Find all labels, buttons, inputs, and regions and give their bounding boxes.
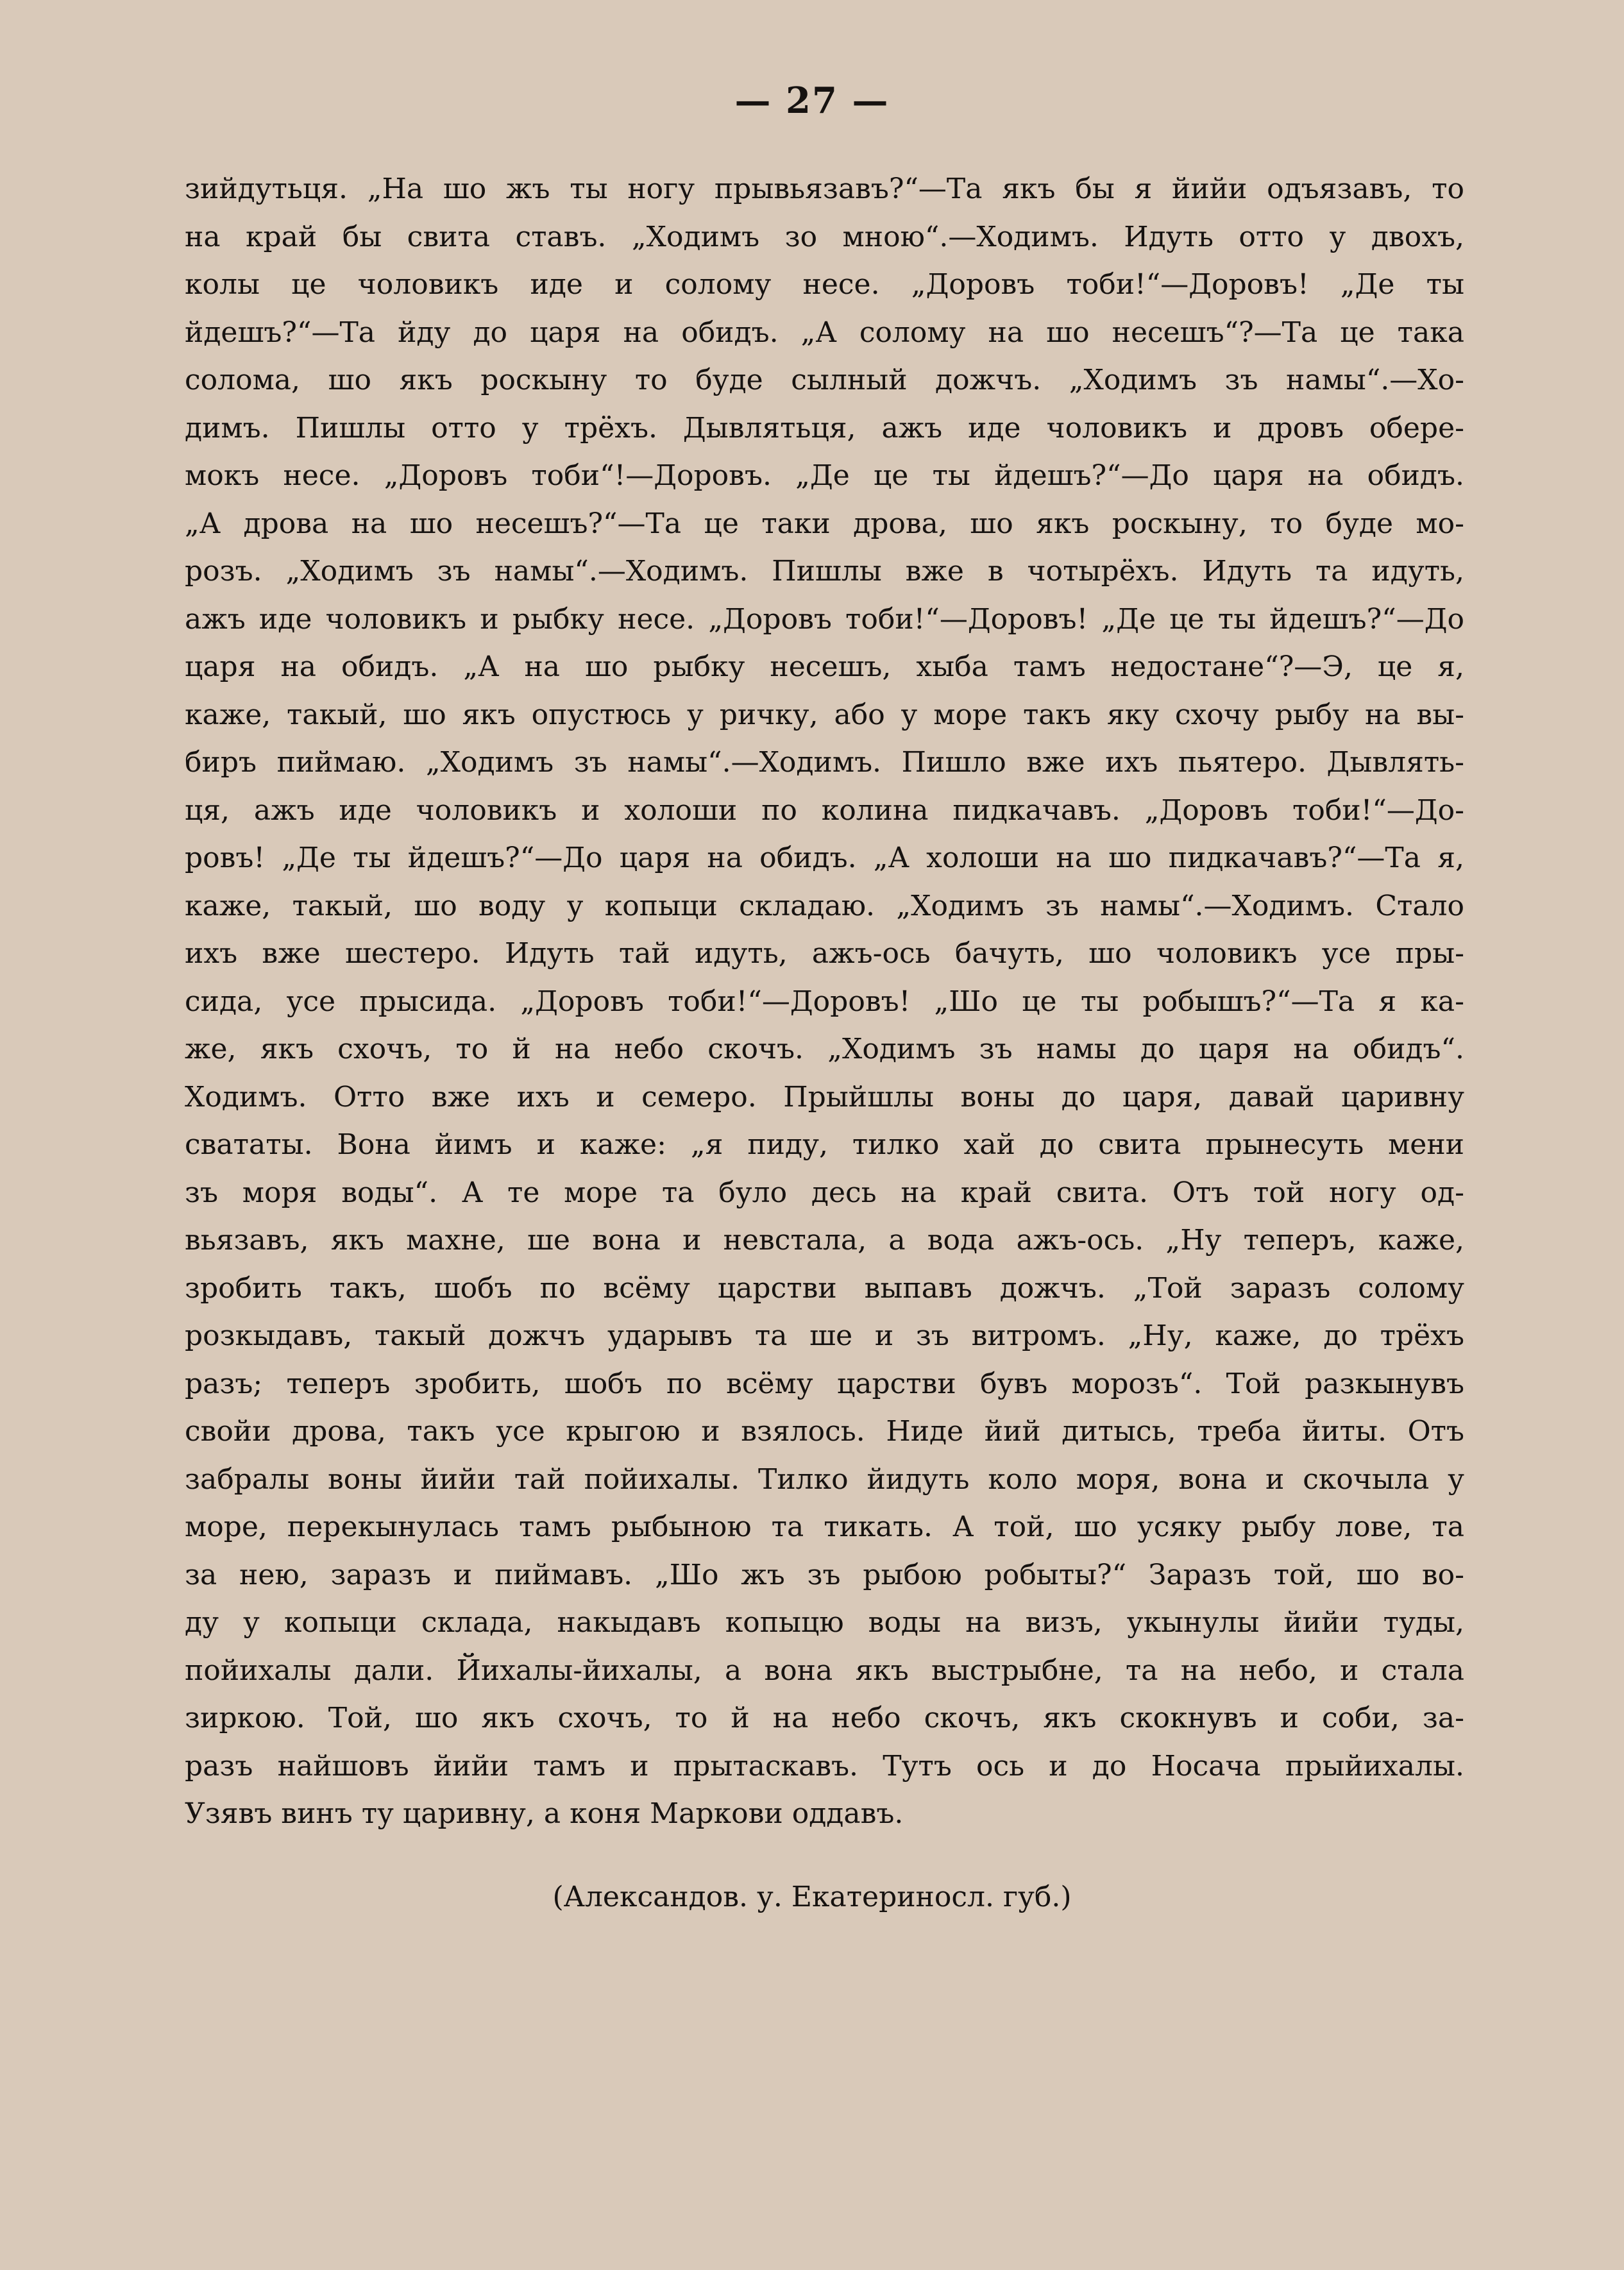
text-line: разъ; теперъ зробить, шобъ по всёму царстви бувъ морозъ“. Той разкынувъ [185,1367,1464,1400]
text-line: „А дрова на шо несешъ?“—Та це таки дрова, шо якъ роскыну, то буде мо- [185,507,1464,540]
text-line: колы це чоловикъ иде и солому несе. „Доровъ тоби!“—Доровъ! „Де ты [185,268,1464,301]
text-line: биръ пиймаю. „Ходимъ зъ намы“.—Ходимъ. Пишло вже ихъ пьятеро. Дывлять- [185,746,1464,779]
text-line: свойи дрова, такъ усе крыгою и взялось. Ниде йий дитысь, треба йиты. Отъ [185,1415,1464,1448]
text-line: Ходимъ. Отто вже ихъ и семеро. Прыйшлы воны до царя, давай царивну [185,1080,1464,1114]
text-line: пойихалы дали. Йихалы-йихалы, а вона якъ выстрыбне, та на небо, и стала [185,1654,1464,1687]
text-line: ду у копыци склада, накыдавъ копыцю воды на визъ, укынулы йийи туды, [185,1606,1464,1639]
text-line: димъ. Пишлы отто у трёхъ. Дывлятьця, ажъ иде чоловикъ и дровъ обере- [185,411,1464,445]
story-text [185,165,1464,1838]
text-line: Узявъ винъ ту царивну, а коня Маркови оддавъ. [185,1797,904,1830]
text-line: ровъ! „Де ты йдешъ?“—До царя на обидъ. „А холоши на шо пидкачавъ?“—Та я, [185,842,1464,874]
text-line: розкыдавъ, такый дожчъ ударывъ та ше и зъ витромъ. „Ну, каже, до трёхъ [185,1319,1464,1352]
text-line: зъ моря воды“. А те море та було десь на край свита. Отъ той ногу од- [185,1176,1464,1209]
text-line: розъ. „Ходимъ зъ намы“.—Ходимъ. Пишлы вже в чотырёхъ. Идуть та идуть, [185,555,1464,588]
text-line: на край бы свита ставъ. „Ходимъ зо мною“.—Ходимъ. Идуть отто у двохъ, [185,220,1464,253]
text-line: ажъ иде чоловикъ и рыбку несе. „Доровъ тоби!“—Доровъ! „Де це ты йдешъ?“—До [185,602,1464,636]
text-line: сида, усе прысида. „Доровъ тоби!“—Доровъ! „Шо це ты робышъ?“—Та я ка- [185,985,1464,1018]
text-line: море, перекынулась тамъ рыбыною та тикать. А той, шо усяку рыбу лове, та [185,1511,1464,1543]
text-line: каже, такый, шо воду у копыци складаю. „Ходимъ зъ намы“.—Ходимъ. Стало [185,889,1464,922]
text-line: зробить такъ, шобъ по всёму царстви выпавъ дожчъ. „Той заразъ солому [185,1271,1464,1305]
text-line: ця, ажъ иде чоловикъ и холоши по колина пидкачавъ. „Доровъ тоби!“—До- [185,793,1464,827]
text-line: разъ найшовъ йийи тамъ и прытаскавъ. Тутъ ось и до Носача прыйихалы. [185,1749,1464,1783]
text-line: свататы. Вона йимъ и каже: „я пиду, тилко хай до свита прынесуть мени [185,1128,1464,1161]
text-line: забралы воны йийи тай пойихалы. Тилко йидуть коло моря, вона и скочыла у [185,1462,1464,1496]
source-attribution: (Александов. у. Екатериносл. губ.) [552,1881,1072,1913]
text-line: ихъ вже шестеро. Идуть тай идуть, ажъ-ось бачуть, шо чоловикъ усе пры- [185,937,1464,970]
text-line: солома, шо якъ роскыну то буде сылный дожчъ. „Ходимъ зъ намы“.—Хо- [185,364,1464,396]
text-line: за нею, заразъ и пиймавъ. „Шо жъ зъ рыбою робыты?“ Заразъ той, шо во- [185,1558,1464,1591]
text-line: вьязавъ, якъ махне, ше вона и невстала, а вода ажъ-ось. „Ну теперъ, каже, [185,1224,1464,1257]
text-line: царя на обидъ. „А на шо рыбку несешъ, хыба тамъ недостане“?—Э, це я, [185,650,1464,683]
text-line: же, якъ схочъ, то й на небо скочъ. „Ходимъ зъ намы до царя на обидъ“. [185,1033,1464,1065]
text-line: йдешъ?“—Та йду до царя на обидъ. „А солому на шо несешъ“?—Та це така [185,316,1464,349]
text-line: каже, такый, шо якъ опустюсь у ричку, або у море такъ яку схочу рыбу на вы- [185,698,1464,731]
text-line: зиркою. Той, шо якъ схочъ, то й на небо скочъ, якъ скокнувъ и соби, за- [185,1702,1464,1734]
text-line: мокъ несе. „Доровъ тоби“!—Доровъ. „Де це ты йдешъ?“—До царя на обидъ. [185,459,1464,492]
page-number: — 27 — [734,80,890,122]
text-line: зийдутьця. „На шо жъ ты ногу прывьязавъ?“—Та якъ бы я йийи одъязавъ, то [185,173,1464,205]
